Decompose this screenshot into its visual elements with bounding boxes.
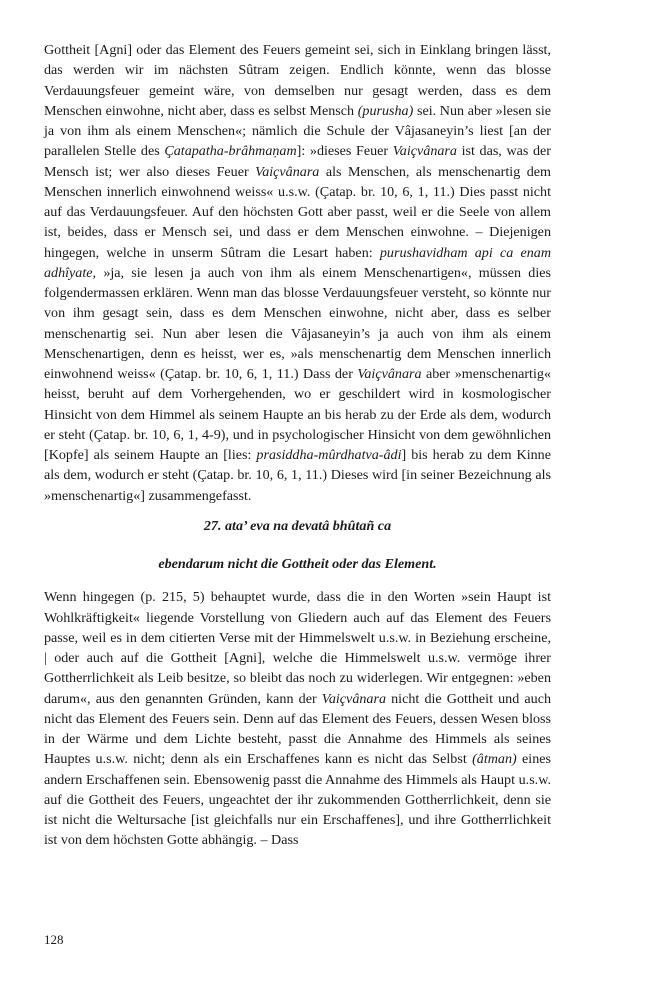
text-run: ] bis herab zu dem Kinne als dem, wodurch er steht (Çatap. br. 10, 6, 1, 11.) Dieses wird [in seiner Bezeichnung als »menschenartig«] zusammengefasst. bbox=[44, 447, 551, 504]
text-run: ]: »dieses Feuer bbox=[296, 143, 393, 160]
text-run: sei. Nun aber »lesen sie ja von ihm als einem Menschen«; nämlich die Schule der Vâjasaneyin’s liest [an der parallelen Stelle des bbox=[44, 102, 551, 160]
paragraph-1 bbox=[44, 40, 551, 506]
text-run: eines andern Erschaffenen sein. Ebensowenig passt die Annahme des Himmels als Haupt u.s.w. auf die Gottheit des Feuers, ungeachtet der ihr zukommenden Gottherrlichkeit, denn sie ist nicht die Weltursache [ist gleichfalls nur ein Erschaffenes], und ihre Gottherrlichkeit ist von dem höchsten Gotte abhängig. – Dass bbox=[44, 751, 552, 849]
sutra-translation-heading: ebendarum nicht die Gottheit oder das Element. bbox=[158, 556, 437, 572]
text-run: nicht die Gottheit und auch nicht das Element des Feuers sein. Denn auf das Element des Feuers, dessen Wesen bloss in der Wärme und dem Lichte besteht, passt die Annahme des Himmels als seines Hauptes u.s.w. nicht; denn als ein Erschaffenes kann es nicht das Selbst bbox=[44, 690, 551, 768]
italic-term: (purusha) bbox=[357, 102, 414, 119]
italic-term: Çatapatha-brâhmaṇam bbox=[164, 143, 297, 160]
italic-term: (âtman) bbox=[472, 751, 517, 768]
italic-term: Vaiçvânara bbox=[357, 366, 422, 382]
text-run: Gottheit [Agni] oder das Element des Feuers gemeint sei, sich in Einklang bringen lässt, das werden wir im nächsten Sûtram zeigen. Endlich könnte, wenn das blosse Verdauungsfeuer gemeint wäre, von demselben nur gesagt werden, dass es dem Menschen einwohne, nicht aber, dass es selbst Mensch bbox=[44, 42, 551, 119]
text-run: »ja, sie lesen ja auch von ihm als einem Menschenartigen«, müssen dies folgendermassen erklären. Wenn man das blosse Verdauungsfeuer versteht, so könnte nur von ihm gesagt sein, dass es dem Menschen einwohne, nicht aber, dass es selber menschenartig sei. Nun aber lesen die Vâjasaneyin’s ja auch von ihm als einem Menschenartigen, denn es heisst, wer es, »als menschenartig dem Menschen innerlich einwohnend weiss« (Çatap. br. 10, 6, 1, 11.) Dass der bbox=[44, 264, 551, 382]
text-run: ist das, was der Mensch ist; wer also dieses Feuer bbox=[44, 143, 551, 180]
text-run: Wenn hingegen (p. 215, 5) behauptet wurde, dass die in den Worten »sein Haupt ist Wohlkräftigkeit« liegende Vorstellung von Gliedern auch auf das Element des Feuers passe, weil es in dem citierten Verse mit der Himmelswelt u.s.w. in Beziehung erscheine, | oder auch auf die Gottheit [Agni], welche die Himmelswelt u.s.w. vermöge ihrer Gottherrlichkeit als Leib besitze, so bleibt das noch zu widerlegen. Wir entgegnen: »eben darum«, aus den genannten Gründen, kann der bbox=[44, 589, 551, 707]
text-run: aber »menschenartig« heisst, beruht auf dem Vorhergehenden, wo er geschildert wird in kosmologischer Hinsicht von dem Himmel als seinem Haupte an bis herab zu der Erde als dem, wodurch er steht (Çatap. br. 10, 6, 1, 4-9), und in psychologischer Hinsicht von dem gewöhnlichen [Kopfe] als seinem Haupte an [lies: bbox=[44, 366, 551, 463]
page-number: 128 bbox=[44, 932, 64, 947]
italic-term: purushavidham api ca enam adhîyate, bbox=[44, 244, 551, 281]
italic-term: prasiddha-mûrdhatva-âdi bbox=[256, 447, 402, 463]
italic-term: Vaiçvânara bbox=[255, 163, 320, 180]
sutra-heading: 27. ata’ eva na devatâ bhûtañ ca bbox=[203, 517, 392, 534]
italic-term: Vaiçvânara bbox=[321, 690, 386, 707]
italic-term: Vaiçvânara bbox=[392, 143, 457, 160]
text-run: als Menschen, als menschenartig dem Menschen innerlich einwohnend weiss« u.s.w. (Çatap. br. 10, 6, 1, 11.) Dies passt nicht auf das Verdauungsfeuer. Auf den höchsten Gott aber passt, weil er die Seele von allem ist, beides, dass er Mensch sei, und dass er dem Menschen einwohne. – Diejenigen hingegen, welche in unserm Sûtram die Lesart haben: bbox=[44, 163, 552, 261]
page-body bbox=[44, 40, 551, 851]
paragraph-2 bbox=[44, 587, 551, 850]
